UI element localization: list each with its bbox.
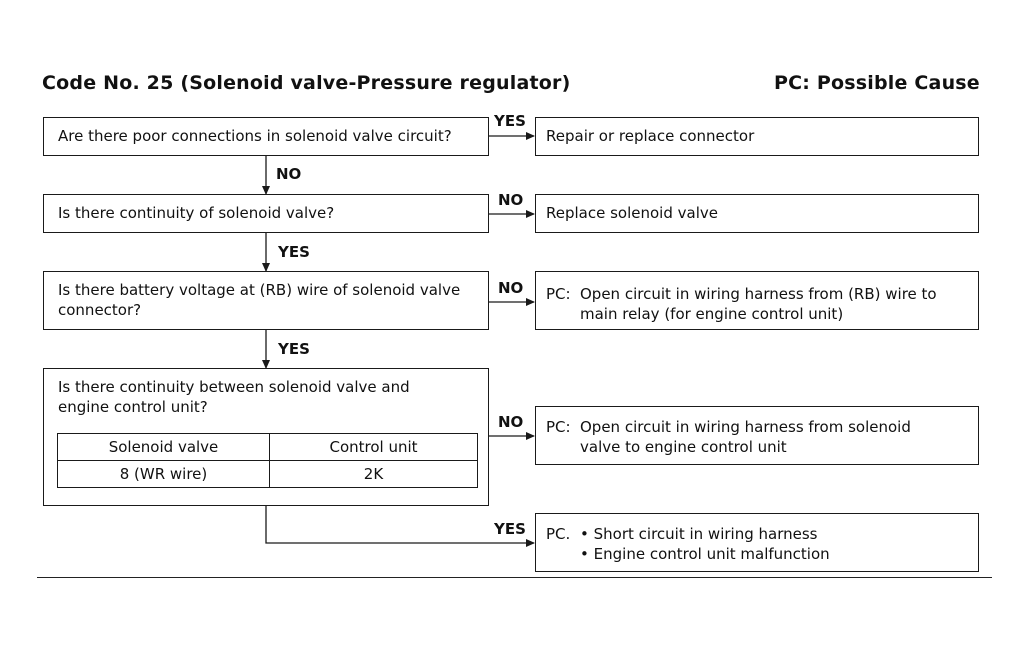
page-title: Code No. 25 (Solenoid valve-Pressure regulator)	[42, 72, 571, 94]
legend-text: PC: Possible Cause	[774, 72, 980, 94]
table-cell: 2K	[270, 461, 478, 488]
label-yes-1: YES	[494, 112, 526, 130]
bullet-item	[580, 524, 830, 544]
pc-prefix: PC:	[546, 285, 571, 303]
result-box-1	[535, 117, 979, 156]
bullet-icon: •	[580, 545, 589, 563]
question-text: Are there poor connections in solenoid valve circuit?	[58, 127, 452, 145]
bullet-text: Short circuit in wiring harness	[593, 525, 818, 543]
table-header-cell: Control unit	[270, 434, 478, 461]
label-yes-3: YES	[278, 340, 310, 358]
continuity-table	[57, 433, 478, 488]
question-line: engine control unit?	[58, 398, 208, 416]
result-box-3	[535, 271, 979, 330]
question-text: Is there continuity of solenoid valve?	[58, 204, 335, 222]
result-box-2	[535, 194, 979, 233]
question-line: Is there continuity between solenoid valve and	[58, 378, 410, 396]
question-box-3	[43, 271, 489, 330]
label-no-4: NO	[498, 413, 524, 431]
label-yes-2: YES	[278, 243, 310, 261]
table-row	[58, 461, 478, 488]
bottom-divider	[37, 577, 992, 578]
result-line: main relay (for engine control unit)	[580, 305, 844, 323]
result-text: Repair or replace connector	[546, 127, 755, 145]
table-header-cell: Solenoid valve	[58, 434, 270, 461]
question-box-1	[43, 117, 489, 156]
bullet-text: Engine control unit malfunction	[593, 545, 830, 563]
result-box-5	[535, 513, 979, 572]
result-text: Replace solenoid valve	[546, 204, 718, 222]
question-line: Is there battery voltage at (RB) wire of solenoid valve	[58, 281, 461, 299]
label-no-2: NO	[498, 191, 524, 209]
bullet-item	[580, 544, 830, 564]
table-cell: 8 (WR wire)	[58, 461, 270, 488]
question-box-2	[43, 194, 489, 233]
result-box-4	[535, 406, 979, 465]
pc-prefix: PC:	[546, 418, 571, 436]
pc-prefix: PC.	[546, 525, 571, 543]
result-line: valve to engine control unit	[580, 438, 787, 456]
result-line: Open circuit in wiring harness from solenoid	[580, 418, 911, 436]
table-header-row	[58, 434, 478, 461]
result-line: Open circuit in wiring harness from (RB) wire to	[580, 285, 937, 303]
label-no-3: NO	[498, 279, 524, 297]
label-yes-4: YES	[494, 520, 526, 538]
label-no-1: NO	[276, 165, 302, 183]
question-line: connector?	[58, 301, 142, 319]
bullet-icon: •	[580, 525, 589, 543]
